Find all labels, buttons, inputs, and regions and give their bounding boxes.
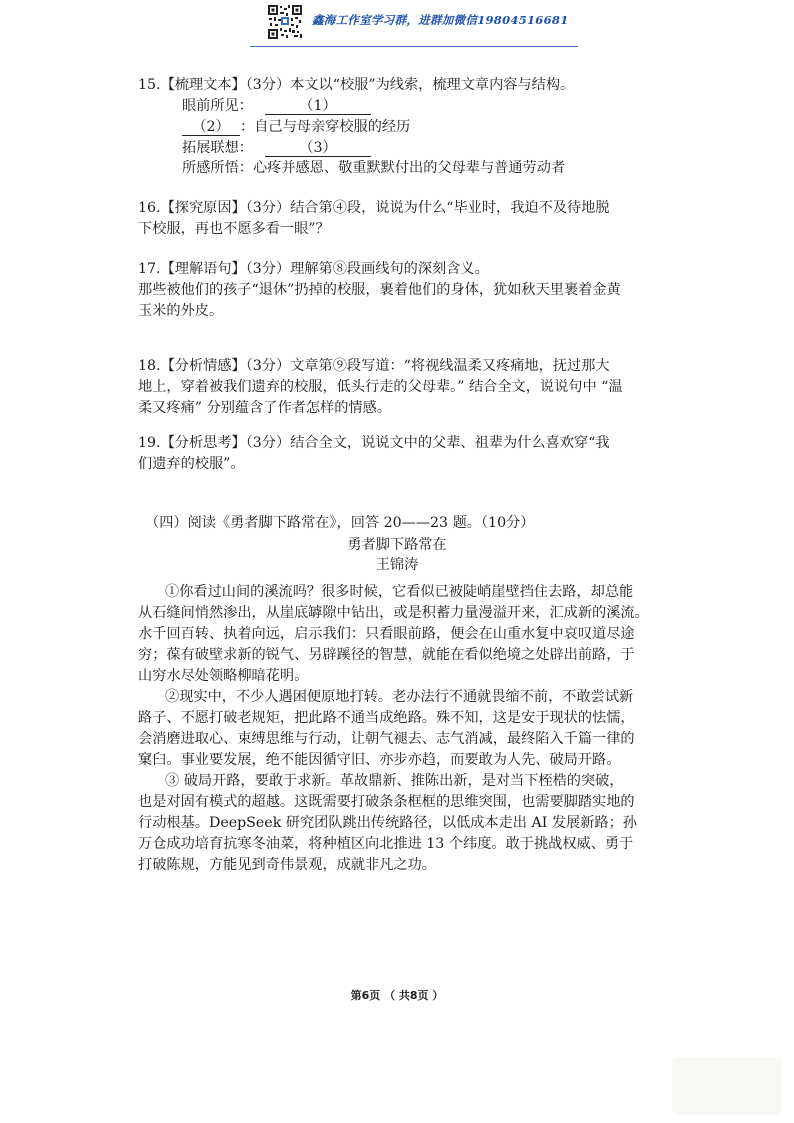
q17-line-1: 17.【理解语句】（3分）理解第⑧段画线句的深刻含义。 (138, 261, 489, 277)
para3-line: 也是对固有模式的超越。这既需要打破条条框框的思维突围，也需要脚踏实地的 (138, 794, 635, 810)
q15-row3-label: 拓展联想： (182, 140, 253, 156)
q19-line-2: 们遗弃的校服”。 (138, 456, 245, 472)
q19-line-1: 19.【分析思考】（3分）结合全文，说说文中的父辈、祖辈为什么喜欢穿“我 (138, 435, 610, 451)
header-banner (250, 2, 580, 46)
q17-line-3: 玉米的外皮。 (138, 303, 224, 319)
q18-line-3: 柔又疼痛” 分别蕴含了作者怎样的情感。 (138, 400, 391, 416)
header-contact-text: 鑫海工作室学习群，进群加微信19804516681 (312, 13, 569, 27)
section4-intro: （四）阅读《勇者脚下路常在》，回答 20——23 题。（10分） (145, 515, 535, 531)
para2-line: 路子、不愿打破老规矩，把此路不通当成绝路。殊不知，这是安于现状的怯懦， (138, 710, 635, 726)
para1-line: 穷；葆有破壁求新的锐气、另辟蹊径的智慧，就能在看似绝境之处辟出前路，于 (138, 647, 635, 663)
q18-line-2: 地上，穿着被我们遗弃的校服，低头行走的父母辈。” 结合全文，说说句中 “温 (138, 379, 623, 395)
q15-row1-label: 眼前所见： (182, 98, 253, 114)
q18-line-1: 18.【分析情感】（3分）文章第⑨段写道：“将视线温柔又疼痛地，抚过那大 (138, 358, 610, 374)
q15-blank-1: （1） (265, 99, 371, 115)
para3-line: 万仓成功培育抗寒冬油菜，将种植区向北推进 13 个纬度。敢于挑战权威、勇于 (138, 836, 634, 852)
page-number: 第6页 （ 共8页 ） (350, 989, 444, 1002)
para1-line: 从石缝间悄然渗出，从崖底罅隙中钻出，或是积蓄力量漫溢开来，汇成新的溪流。 (138, 605, 649, 621)
scan-artifact (672, 1057, 782, 1115)
para1-line: ①你看过山间的溪流吗？很多时候，它看似已被陡峭崖壁挡住去路，却总能 (165, 584, 634, 600)
para2-line: 会消磨进取心、束缚思维与行动，让朝气褪去、志气消减，最终陷入千篇一律的 (138, 731, 635, 747)
q17-line-2: 那些被他们的孩子“退休”扔掉的校服，裹着他们的身体，犹如秋天里裹着金黄 (138, 282, 621, 298)
para1-line: 水千回百转、执着向远，启示我们：只看眼前路，便会在山重水复中哀叹道尽途 (138, 626, 635, 642)
q15-row4: 所感所悟：心疼并感恩、敬重默默付出的父母辈与普通劳动者 (182, 160, 566, 176)
article-author: 王锦涛 (375, 557, 419, 573)
header-divider (250, 46, 578, 47)
q16-line-1: 16.【探究原因】（3分）结合第④段，说说为什么“毕业时，我迫不及待地脱 (138, 200, 610, 216)
article-title: 勇者脚下路常在 (347, 537, 447, 553)
para2-line: 窠臼。事业要发展，绝不能因循守旧、亦步亦趋，而要敢为人先、破局开路。 (138, 752, 621, 768)
q16-line-2: 下校服，再也不愿多看一眼”？ (138, 221, 330, 237)
para1-line: 山穷水尽处领略柳暗花明。 (138, 668, 309, 684)
q15-title: 15.【梳理文本】（3分）本文以“校服”为线索，梳理文章内容与结构。 (138, 77, 575, 93)
para2-line: ②现实中，不少人遇困便原地打转。老办法行不通就畏缩不前，不敢尝试新 (165, 689, 634, 705)
q15-row1 (182, 97, 371, 115)
para3-line: 行动根基。DeepSeek 研究团队跳出传统路径，以低成本走出 AI 发展新路；孙 (138, 815, 637, 831)
para3-line: ③ 破局开路，要敢于求新。革故鼎新、推陈出新，是对当下桎梏的突破， (165, 773, 624, 789)
q15-row2-text: ：自己与母亲穿校服的经历 (240, 119, 411, 135)
q15-blank-2: （2） (182, 120, 240, 136)
q15-row2 (182, 118, 410, 136)
qr-code-icon (267, 4, 303, 40)
q15-row3 (182, 139, 371, 157)
q15-blank-3: （3） (265, 141, 371, 157)
para3-line: 打破陈规，方能见到奇伟景观，成就非凡之功。 (138, 857, 436, 873)
